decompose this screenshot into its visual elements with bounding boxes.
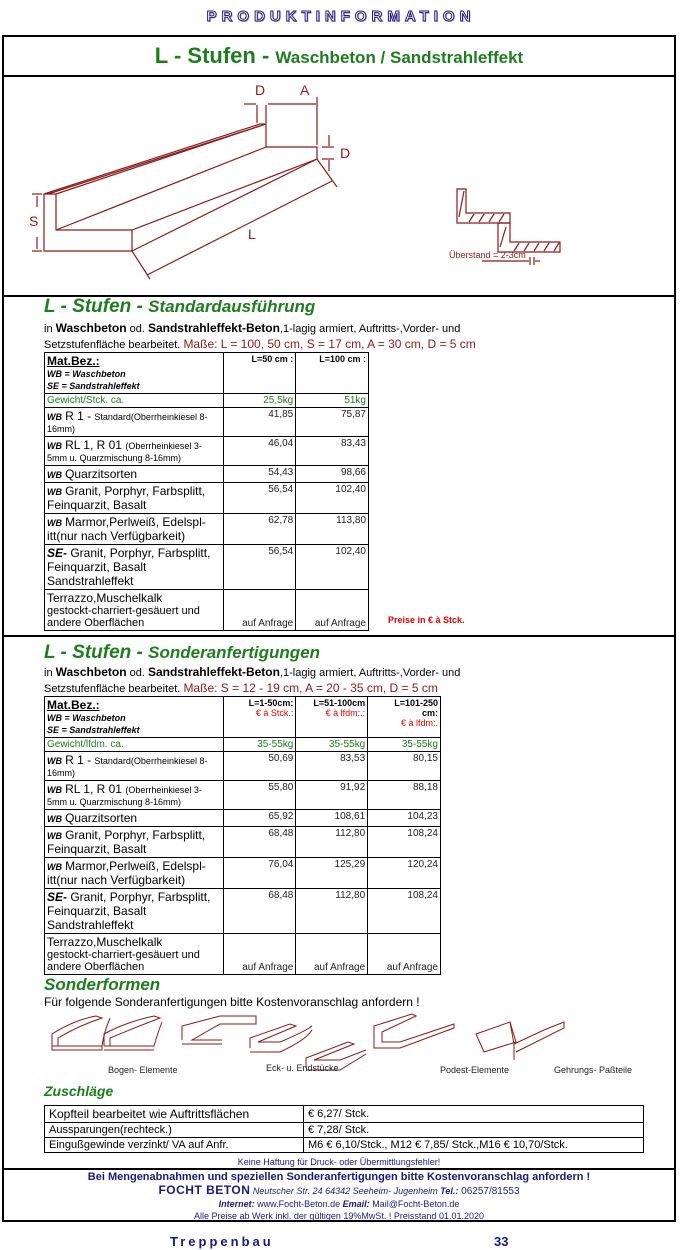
zuschlaege-title: Zuschläge [44,1083,114,1099]
column-head: L=1-50cm: [248,698,294,708]
price-cell: 120,24 [368,858,441,889]
row-name: RL 1, R 01 [65,438,126,452]
weight-label: Gewicht/lfdm. ca. [45,738,224,752]
company-address: Neutscher Str. 24 64342 Seeheim- Jugenheim [250,1186,441,1196]
column-header [296,697,368,738]
table-row [45,466,369,483]
matbez-label: Mat.Bez.: [47,698,100,712]
weight-value: 35-55kg [368,738,441,752]
table-row [45,858,441,889]
ueberstand-label: Überstand = 2-3cm [449,250,526,260]
table-row [45,408,369,437]
price-cell: 62,78 [223,514,296,545]
website-link[interactable]: www.Focht-Beton.de [254,1199,343,1209]
price-cell: 75,87 [296,408,369,437]
surcharges-table [44,1105,644,1153]
table-row [45,827,441,858]
row-name: R 1 - [65,753,95,767]
section-divider [4,635,674,637]
desc-sandstrahl: Sandstrahleffekt-Beton [147,665,280,679]
row-detail: Standard(Oberrheinkiesel 8-16mm) [47,412,208,434]
document-frame [2,35,676,1222]
row-prefix: WB [47,756,62,766]
row-prefix: WB [47,441,62,451]
email-label: Email: [342,1199,370,1209]
footer-company-line [4,1184,674,1198]
surcharge-label: Eingußgewinde verzinkt/ VA auf Anfr. [45,1138,304,1153]
row-prefix: WB [47,487,62,497]
row-name: Terrazzo,Muschelkalk [47,935,163,949]
weight-value: 25,5kg [223,394,296,408]
sonder-description [44,665,460,697]
email-link[interactable]: Mail@Focht-Beton.de [369,1199,460,1209]
row-name: Granit, Porphyr, Farbsplitt, Feinquarzit, Basalt [47,828,206,856]
standard-dimensions: Maße: L = 100, 50 cm, S = 17 cm, A = 30 cm, D = 5 cm [183,337,476,351]
column-header-l50: L=50 cm : [223,353,296,394]
sonder-title-sub: Sonderanfertigungen [148,643,321,662]
price-cell: 102,40 [296,483,369,514]
standard-title-sub: Standardausführung [148,297,316,316]
main-title-sub: Waschbeton / Sandstrahleffekt [275,48,524,67]
table-row [45,483,369,514]
column-header-l100: L=100 cm : [296,353,369,394]
main-title [155,43,523,68]
desc-line2: Setzstufenfläche bearbeitet. [44,339,184,351]
legend-se: SE = Sandstrahleffekt [47,381,140,391]
sonder-dimensions: Maße: S = 12 - 19 cm, A = 20 - 35 cm, D = 5 cm [183,681,438,695]
row-detail: Standard(Oberrheinkiesel 8-16mm) [47,756,208,778]
shape-label: Bogen- Elemente [108,1065,178,1075]
price-cell: 56,54 [223,483,296,514]
surcharge-value: € 7,28/ Stck. [304,1123,644,1138]
company-name: FOCHT BETON [158,1183,251,1197]
sonder-price-table [44,696,441,975]
matbez-label: Mat.Bez.: [47,354,100,368]
price-cell: 88,18 [368,781,441,810]
price-cell: auf Anfrage [296,590,369,631]
price-cell: 80,15 [368,752,441,781]
table-row [45,889,441,934]
legend-wb: WB = Waschbeton [47,369,126,379]
legend-se: SE = Sandstrahleffekt [47,725,140,735]
row-name: Marmor,Perlweiß, Edelspl-itt(nur nach Verfügbarkeit) [47,515,206,543]
footer [4,1170,674,1222]
price-cell: 83,43 [296,437,369,466]
legend-wb: WB = Waschbeton [47,713,126,723]
footer-note: Bei Mengenabnahmen und speziellen Sonderanfertigungen bitte Kostenvoranschlag anfordern ! [87,1171,591,1183]
shape-label: Podest-Elemente [440,1065,510,1075]
surcharge-value: € 6,27/ Stck. [304,1106,644,1123]
row-name: Granit, Porphyr, Farbsplitt, Feinquarzit, Basalt Sandstrahleffekt [47,890,211,932]
sonderformen-title: Sonderformen [44,975,161,994]
internet-label: Internet: [218,1199,255,1209]
table-row [45,934,441,975]
page-header-title: PRODUKTINFORMATION [206,8,476,25]
desc-waschbeton: Waschbeton [55,321,127,335]
row-detail: (Oberrheinkiesel 3-5mm u. Quarzmischung 8-16mm) [47,785,202,807]
weight-value: 35-55kg [296,738,368,752]
tel-number: 06257/81553 [458,1186,520,1197]
table-row [45,590,369,631]
row-name: Quarzitsorten [65,811,138,825]
weight-value: 51kg [296,394,369,408]
footer-contact-line [4,1198,674,1210]
weight-row [45,738,441,752]
table-row [45,437,369,466]
price-cell: 68,48 [223,827,296,858]
table-row [45,781,441,810]
tel-label: Tel.: [440,1186,459,1196]
technical-drawing [4,77,674,297]
price-cell: 91,92 [296,781,368,810]
row-prefix: WB [47,412,62,422]
table-row [45,514,369,545]
price-cell: 108,24 [368,889,441,934]
main-title-text: L - Stufen - [154,43,276,68]
price-cell: 56,54 [223,545,296,590]
table-row [45,1106,644,1123]
desc-line2: Setzstufenfläche bearbeitet. [44,683,184,695]
price-cell: 112,80 [296,889,368,934]
column-head: L=101-250cm: [394,698,438,718]
standard-title [44,296,315,318]
matbez-cell [45,697,224,738]
price-cell: 65,92 [223,810,296,827]
row-detail: gestockt-charriert-gesäuert und andere Oberflächen [47,605,200,629]
price-cell: auf Anfrage [223,934,296,975]
desc-waschbeton: Waschbeton [55,665,127,679]
table-row [45,810,441,827]
label-a: A [300,82,310,98]
row-prefix: WB [47,814,62,824]
surcharge-label: Aussparungen(rechteck.) [45,1123,304,1138]
row-name: Terrazzo,Muschelkalk [47,591,163,605]
price-cell: auf Anfrage [368,934,441,975]
price-cell: 125,29 [296,858,368,889]
price-cell: 46,04 [223,437,296,466]
sonder-title [44,642,320,664]
table-row [45,752,441,781]
desc-in: in [44,323,56,335]
prices-note: Preise in € à Stck. [388,615,465,625]
price-cell: 108,61 [296,810,368,827]
column-unit: € à Stck.: [255,708,294,718]
desc-in: in [44,667,56,679]
row-prefix: WB [47,470,62,480]
shape-label: Eck- u. Endstücke [266,1063,339,1073]
table-header-row [45,697,441,738]
price-cell: 102,40 [296,545,369,590]
table-row [45,1138,644,1153]
desc-od: od. [126,667,148,679]
row-name: Marmor,Perlweiß, Edelspl-itt(nur nach Verfügbarkeit) [47,859,206,887]
page-number: 33 [494,1234,509,1249]
row-prefix: WB [47,831,62,841]
row-name: Granit, Porphyr, Farbsplitt, Feinquarzit, Basalt Sandstrahleffekt [47,546,211,588]
price-cell: auf Anfrage [296,934,368,975]
column-header [223,697,296,738]
column-unit: € à lfdm:.: [325,708,366,718]
row-name: Quarzitsorten [65,467,138,481]
column-header [368,697,441,738]
price-cell: auf Anfrage [223,590,296,631]
desc-rest: ,1-lagig armiert, Auftritts-,Vorder- und [279,667,461,679]
weight-row [45,394,369,408]
row-name: RL 1, R 01 [65,782,126,796]
desc-rest: ,1-lagig armiert, Auftritts-,Vorder- und [279,323,461,335]
row-prefix: SE- [47,546,68,560]
liability-note: Keine Haftung für Druck- oder Übermittlungsfehler! [237,1157,441,1167]
price-cell: 83,53 [296,752,368,781]
table-row [45,545,369,590]
row-prefix: SE- [47,890,68,904]
row-name: Granit, Porphyr, Farbsplitt, Feinquarzit, Basalt [47,484,206,512]
price-cell: 108,24 [368,827,441,858]
surcharge-value: M6 € 6,10/Stck., M12 € 7,85/ Stck.,M16 € 10,70/Stck. [304,1138,644,1153]
sonderformen-text: Für folgende Sonderanfertigungen bitte Kostenvoranschlag anfordern ! [44,995,420,1009]
page-section-label: Treppenbau [170,1234,274,1249]
title-band [4,37,674,77]
price-cell: 55,80 [223,781,296,810]
surcharge-label: Kopfteil bearbeitet wie Auftrittsflächen [45,1106,304,1123]
label-d-side: D [340,145,351,161]
matbez-cell [45,353,224,394]
row-name: R 1 - [65,409,95,423]
price-cell: 98,66 [296,466,369,483]
table-header-row [45,353,369,394]
price-validity: Alle Preise ab Werk inkl. der gültigen 19%MwSt. ! Preisstand 01.01.2020 [194,1211,484,1221]
column-unit: € à lfdm:. [400,718,438,728]
standard-title-main: L - Stufen - [44,296,149,317]
price-cell: 112,80 [296,827,368,858]
standard-price-table [44,352,369,631]
l-step-drawing [4,77,674,295]
shape-label: Gehrungs- Paßteile [554,1065,633,1075]
table-row [45,1123,644,1138]
column-head: L=51-100cm [313,698,366,708]
price-cell: 41,85 [223,408,296,437]
row-prefix: WB [47,785,62,795]
sonder-title-main: L - Stufen - [44,642,149,663]
price-cell: 113,80 [296,514,369,545]
desc-od: od. [126,323,148,335]
weight-label: Gewicht/Stck. ca. [45,394,224,408]
row-prefix: WB [47,518,62,528]
special-shapes-drawing [44,1012,664,1072]
standard-description [44,321,476,353]
price-cell: 76,04 [223,858,296,889]
row-detail: (Oberrheinkiesel 3-5mm u. Quarzmischung 8-16mm) [47,441,202,463]
desc-sandstrahl: Sandstrahleffekt-Beton [147,321,280,335]
label-d-top: D [255,82,266,98]
row-detail: gestockt-charriert-gesäuert und andere Oberflächen [47,949,200,973]
label-s: S [29,213,39,229]
price-cell: 104,23 [368,810,441,827]
price-cell: 50,69 [223,752,296,781]
weight-value: 35-55kg [223,738,296,752]
price-cell: 54,43 [223,466,296,483]
price-cell: 68,48 [223,889,296,934]
label-l: L [248,226,256,242]
row-prefix: WB [47,862,62,872]
